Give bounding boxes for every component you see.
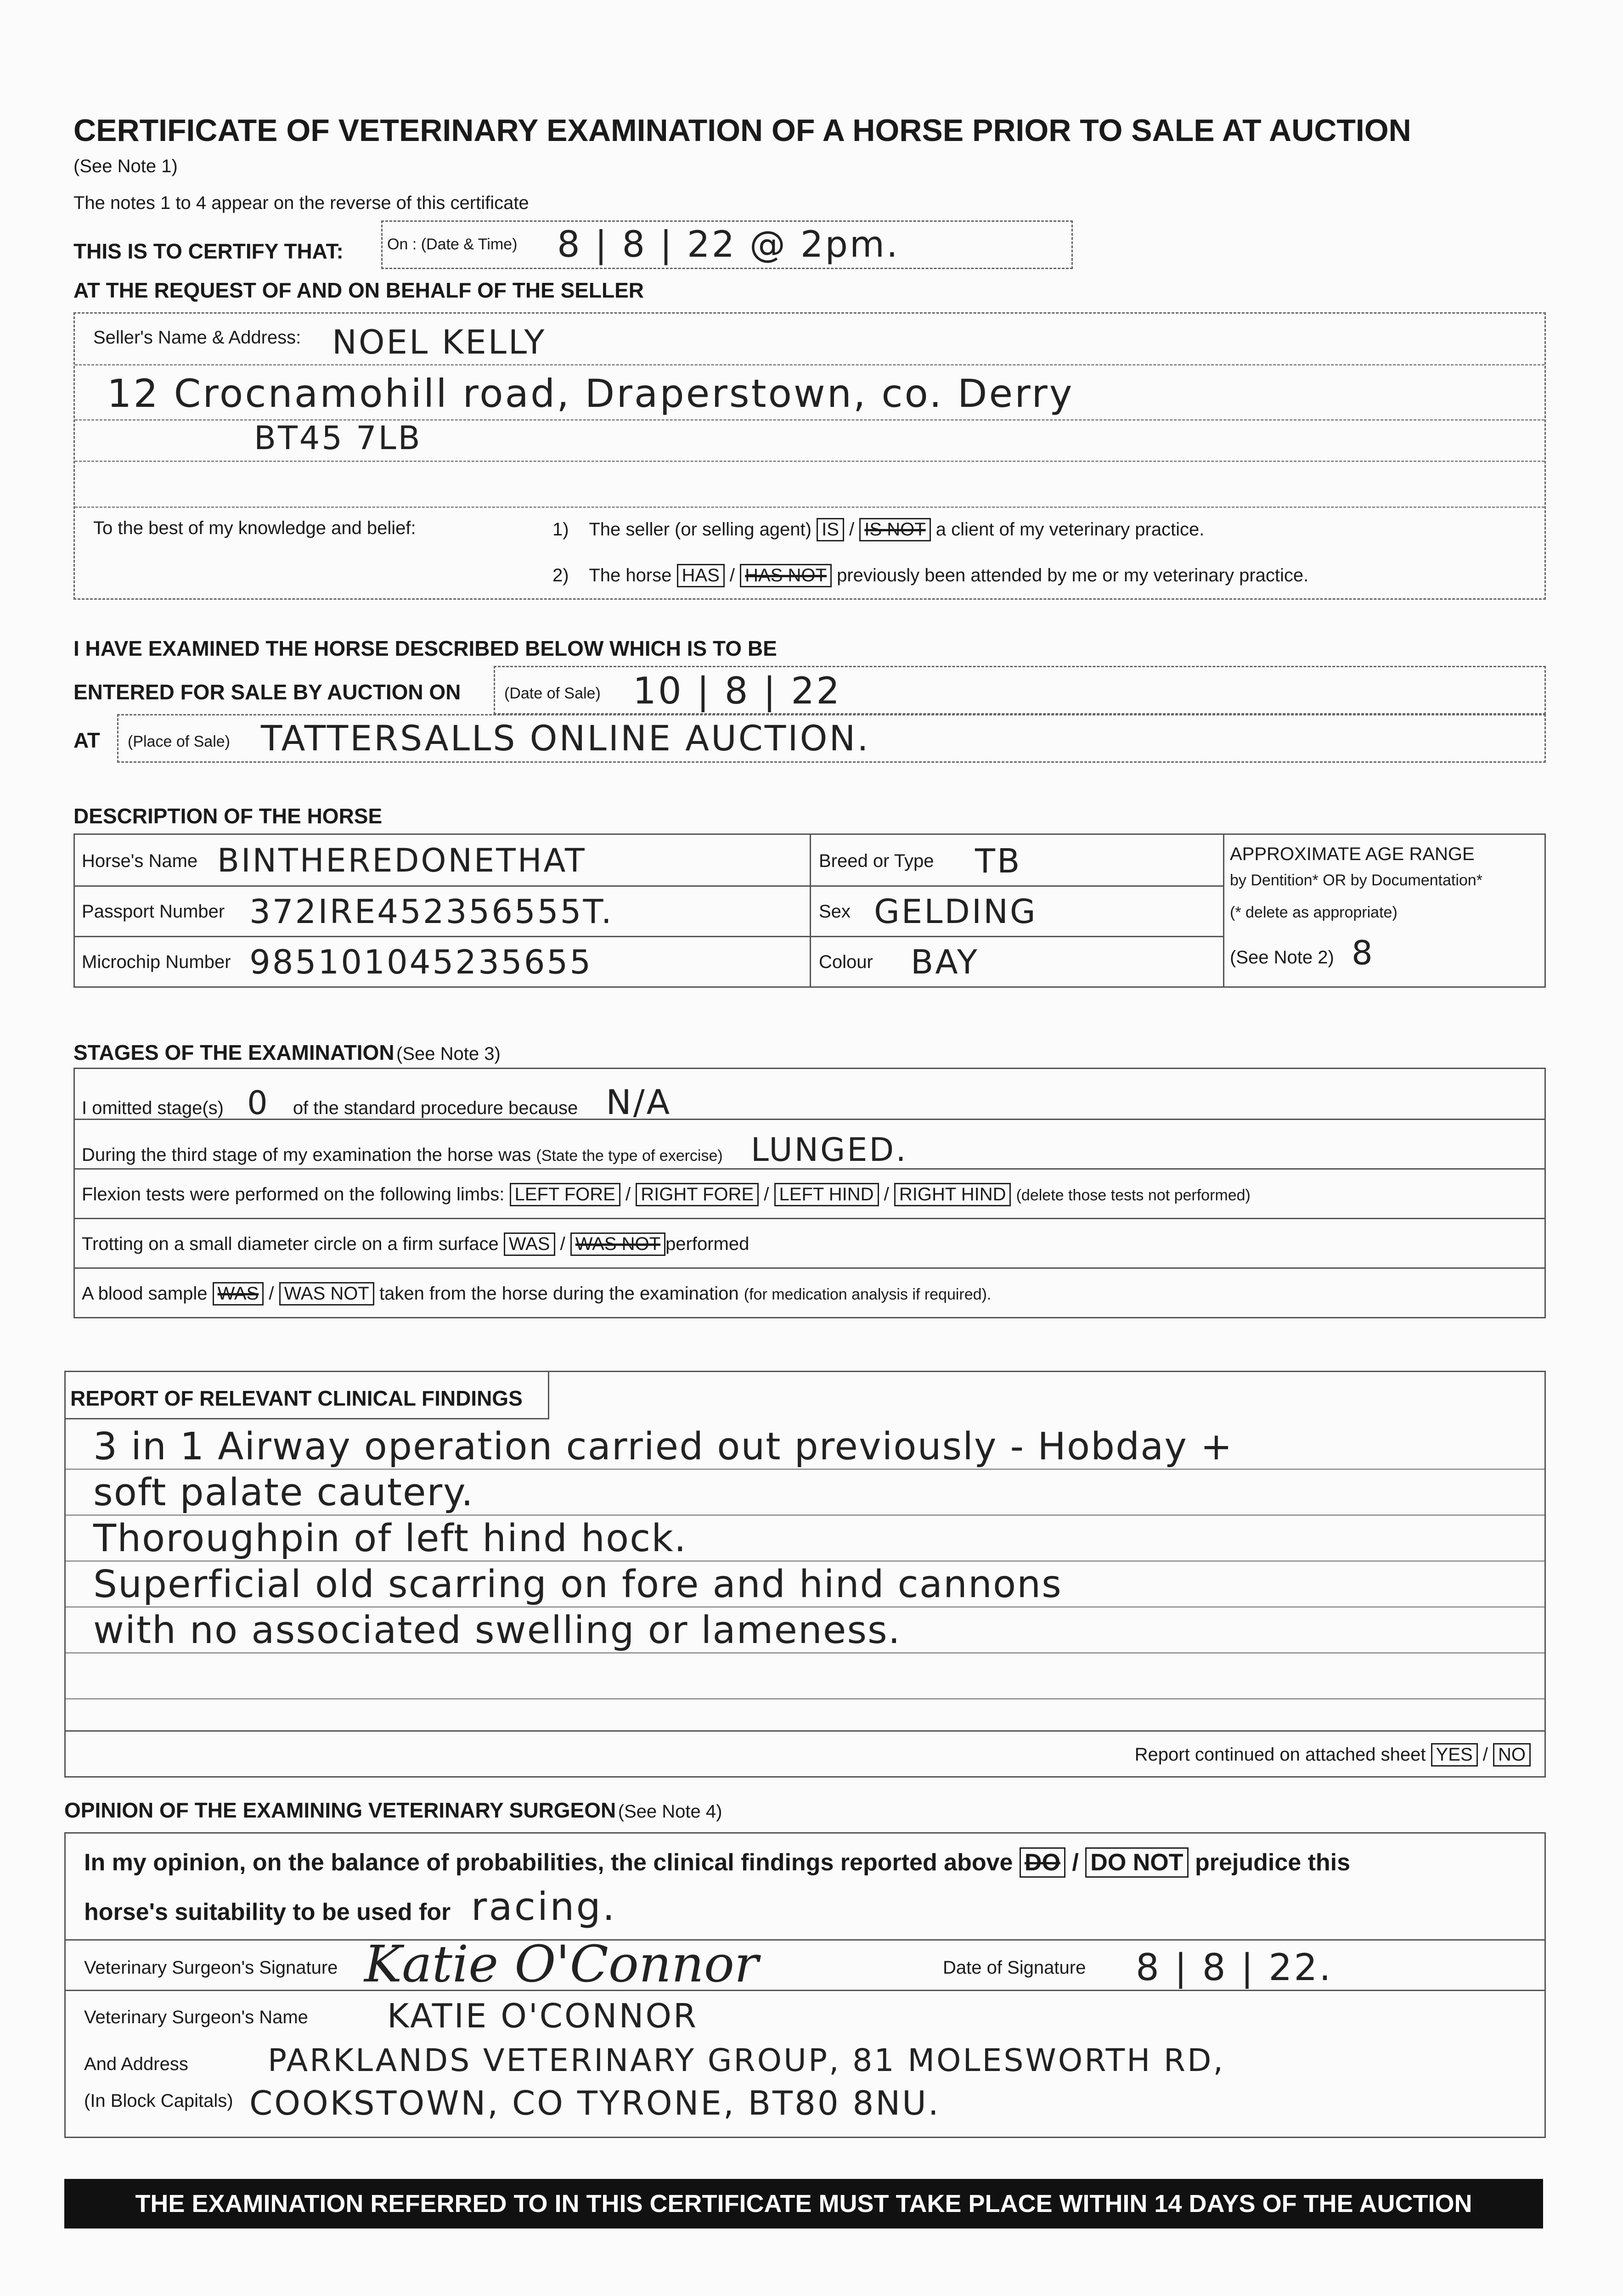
on-date-value: 8 | 8 | 22 @ 2pm. [557,224,900,265]
surgeon-name-value: KATIE O'CONNOR [387,1997,699,2035]
statement-2-post: previously been attended by me or my veterinary practice. [837,565,1309,585]
horse-name-label: Horse's Name [82,851,198,871]
surgeon-name-label: Veterinary Surgeon's Name [84,2007,308,2027]
opinion-text-2: horse's suitability to be used for [84,1899,451,1925]
stages-title: STAGES OF THE EXAMINATION [73,1041,394,1064]
report-continued-label: Report continued on attached sheet [1134,1745,1426,1765]
certificate-title: CERTIFICATE OF VETERINARY EXAMINATION OF A HORSE PRIOR TO SALE AT AUCTION [73,113,1411,148]
trot-was-not-option[interactable]: WAS NOT [570,1232,665,1256]
flexion-left-hind[interactable]: LEFT HIND [774,1183,879,1206]
trot-sep: / [560,1234,565,1254]
flexion-note: (delete those tests not performed) [1016,1187,1251,1204]
flexion-sep-1: / [625,1184,631,1204]
age-range-title: APPROXIMATE AGE RANGE [1230,844,1475,864]
third-stage-label: During the third stage of my examination the horse was [82,1145,531,1165]
omitted-label: I omitted stage(s) [82,1098,224,1118]
see-note-1: (See Note 1) [73,156,178,176]
horse-attended-statement [552,564,1308,587]
opinion-statement [84,1847,1350,1878]
entered-label: ENTERED FOR SALE BY AUCTION ON [73,680,461,704]
trot-post: performed [665,1234,750,1254]
age-range-note: (See Note 2) [1230,947,1334,968]
sex-label: Sex [819,901,851,922]
seller-is-not-option[interactable]: IS NOT [859,518,930,541]
horse-name-value: BINTHEREDONETHAT [217,842,586,879]
surgeon-address-line2: COOKSTOWN, CO TYRONE, BT80 8NU. [249,2084,941,2122]
sale-date-field [494,666,1546,715]
seller-client-statement [552,518,1204,541]
at-label: AT [73,728,100,752]
opinion-text-1-end: prejudice this [1195,1849,1351,1876]
stages-title-row [73,1040,501,1065]
signature-date-value: 8 | 8 | 22. [1136,1946,1333,1989]
blood-sep: / [269,1283,274,1304]
certify-label: THIS IS TO CERTIFY THAT: [73,239,344,263]
breed-value: TB [975,842,1022,880]
report-title: REPORT OF RELEVANT CLINICAL FINDINGS [70,1386,523,1410]
seller-is-option[interactable]: IS [817,518,844,541]
colour-value: BAY [911,943,980,981]
see-note-3: (See Note 3) [396,1044,501,1064]
statement-1-separator: / [849,519,855,540]
blood-was-not-option[interactable]: WAS NOT [279,1282,374,1306]
blood-row [82,1282,991,1306]
signature-label: Veterinary Surgeon's Signature [84,1958,338,1978]
footer-banner: THE EXAMINATION REFERRED TO IN THIS CERTIFICATE MUST TAKE PLACE WITHIN 14 DAYS OF THE AUCTION [64,2179,1543,2228]
stages-table [73,1068,1546,1318]
opinion-box [64,1832,1546,2138]
horse-has-not-option[interactable]: HAS NOT [740,564,832,587]
sale-place-label: (Place of Sale) [128,733,230,750]
blood-note: (for medication analysis if required). [744,1286,992,1303]
trot-was-option[interactable]: WAS [504,1232,555,1256]
continued-yes-option[interactable]: YES [1431,1743,1478,1767]
continued-no-option[interactable]: NO [1493,1743,1531,1767]
statement-1-number: 1) [552,519,569,540]
seller-address-line2: BT45 7LB [254,419,422,457]
report-line-1: 3 in 1 Airway operation carried out previously - Hobday + [93,1425,1233,1469]
report-continued-row [1135,1743,1531,1767]
trot-row [82,1232,749,1256]
blood-post: taken from the horse during the examination [379,1283,739,1304]
flexion-sep-3: / [884,1184,889,1204]
blood-label: A blood sample [82,1283,208,1304]
opinion-do-option[interactable]: DO [1020,1847,1065,1878]
exam-datetime-field [381,220,1073,269]
flexion-label: Flexion tests were performed on the following limbs: [82,1184,505,1204]
sale-date-label: (Date of Sale) [504,685,601,702]
statement-1-post: a client of my veterinary practice. [935,519,1205,540]
sale-place-field [117,714,1546,763]
passport-label: Passport Number [82,901,225,922]
opinion-text-1: In my opinion, on the balance of probabilities, the clinical findings reported above [84,1849,1013,1876]
statement-2-separator: / [729,565,735,585]
statement-2-number: 2) [552,565,569,585]
flexion-left-fore[interactable]: LEFT FORE [510,1183,620,1206]
opinion-use-row [84,1884,617,1929]
continued-sep: / [1482,1745,1488,1765]
opinion-use-value: racing. [471,1884,617,1929]
microchip-label: Microchip Number [82,952,231,972]
address-label: And Address [84,2054,188,2074]
report-box [64,1371,1546,1778]
signature-date-label: Date of Signature [943,1958,1086,1978]
seller-address-line1: 12 Crocnamohill road, Draperstown, co. Derry [107,371,1074,416]
sex-value: GELDING [874,892,1037,931]
report-line-3: Thoroughpin of left hind hock. [93,1517,687,1560]
seller-label: Seller's Name & Address: [93,327,301,348]
examined-label: I HAVE EXAMINED THE HORSE DESCRIBED BELOW WHICH IS TO BE [73,636,777,660]
because-label: of the standard procedure because [293,1098,578,1118]
statement-2-pre: The horse [589,565,672,585]
description-title: DESCRIPTION OF THE HORSE [73,804,383,828]
see-note-4: (See Note 4) [618,1801,722,1822]
trot-label: Trotting on a small diameter circle on a firm surface [82,1234,499,1254]
breed-label: Breed or Type [819,851,934,871]
belief-label: To the best of my knowledge and belief: [93,518,416,538]
opinion-title: OPINION OF THE EXAMINING VETERINARY SURGEON [64,1798,616,1822]
third-stage-row [82,1131,908,1169]
colour-label: Colour [819,952,873,972]
sale-place-value: TATTERSALLS ONLINE AUCTION. [261,718,870,759]
omitted-row [82,1083,671,1122]
age-value: 8 [1352,934,1375,972]
report-line-5: with no associated swelling or lameness. [93,1609,901,1652]
flexion-right-hind[interactable]: RIGHT HIND [894,1183,1011,1206]
opinion-sep: / [1072,1849,1079,1876]
report-line-4: Superficial old scarring on fore and hind cannons [93,1563,1062,1606]
report-line-2: soft palate cautery. [93,1471,474,1514]
blood-was-option[interactable]: WAS [213,1282,264,1306]
opinion-do-not-option[interactable]: DO NOT [1085,1847,1188,1878]
on-date-label: On : (Date & Time) [387,236,518,253]
signature-value: Katie O'Connor [364,1935,759,1993]
horse-has-option[interactable]: HAS [677,564,725,587]
passport-value: 372IRE452356555T. [249,892,614,931]
horse-description-table [73,833,1546,988]
microchip-value: 985101045235655 [249,943,593,981]
request-label: AT THE REQUEST OF AND ON BEHALF OF THE SELLER [73,278,644,302]
seller-box [73,312,1546,600]
opinion-title-row [64,1798,722,1823]
flexion-row [82,1183,1251,1206]
third-stage-hint: (State the type of exercise) [536,1147,723,1165]
sale-date-value: 10 | 8 | 22 [633,670,842,712]
notes-text: The notes 1 to 4 appear on the reverse of this certificate [73,193,529,213]
seller-name: NOEL KELLY [332,323,547,361]
flexion-right-fore[interactable]: RIGHT FORE [636,1183,759,1206]
surgeon-address-line1: PARKLANDS VETERINARY GROUP, 81 MOLESWORTH RD, [268,2043,1225,2079]
block-capitals-label: (In Block Capitals) [84,2091,233,2111]
statement-1-pre: The seller (or selling agent) [589,519,812,540]
age-range-delete: (* delete as appropriate) [1230,904,1398,921]
because-value: N/A [606,1083,672,1122]
third-stage-value: LUNGED. [750,1131,908,1169]
age-range-by: by Dentition* OR by Documentation* [1230,872,1482,889]
flexion-sep-2: / [764,1184,769,1204]
omitted-value: 0 [247,1084,270,1122]
